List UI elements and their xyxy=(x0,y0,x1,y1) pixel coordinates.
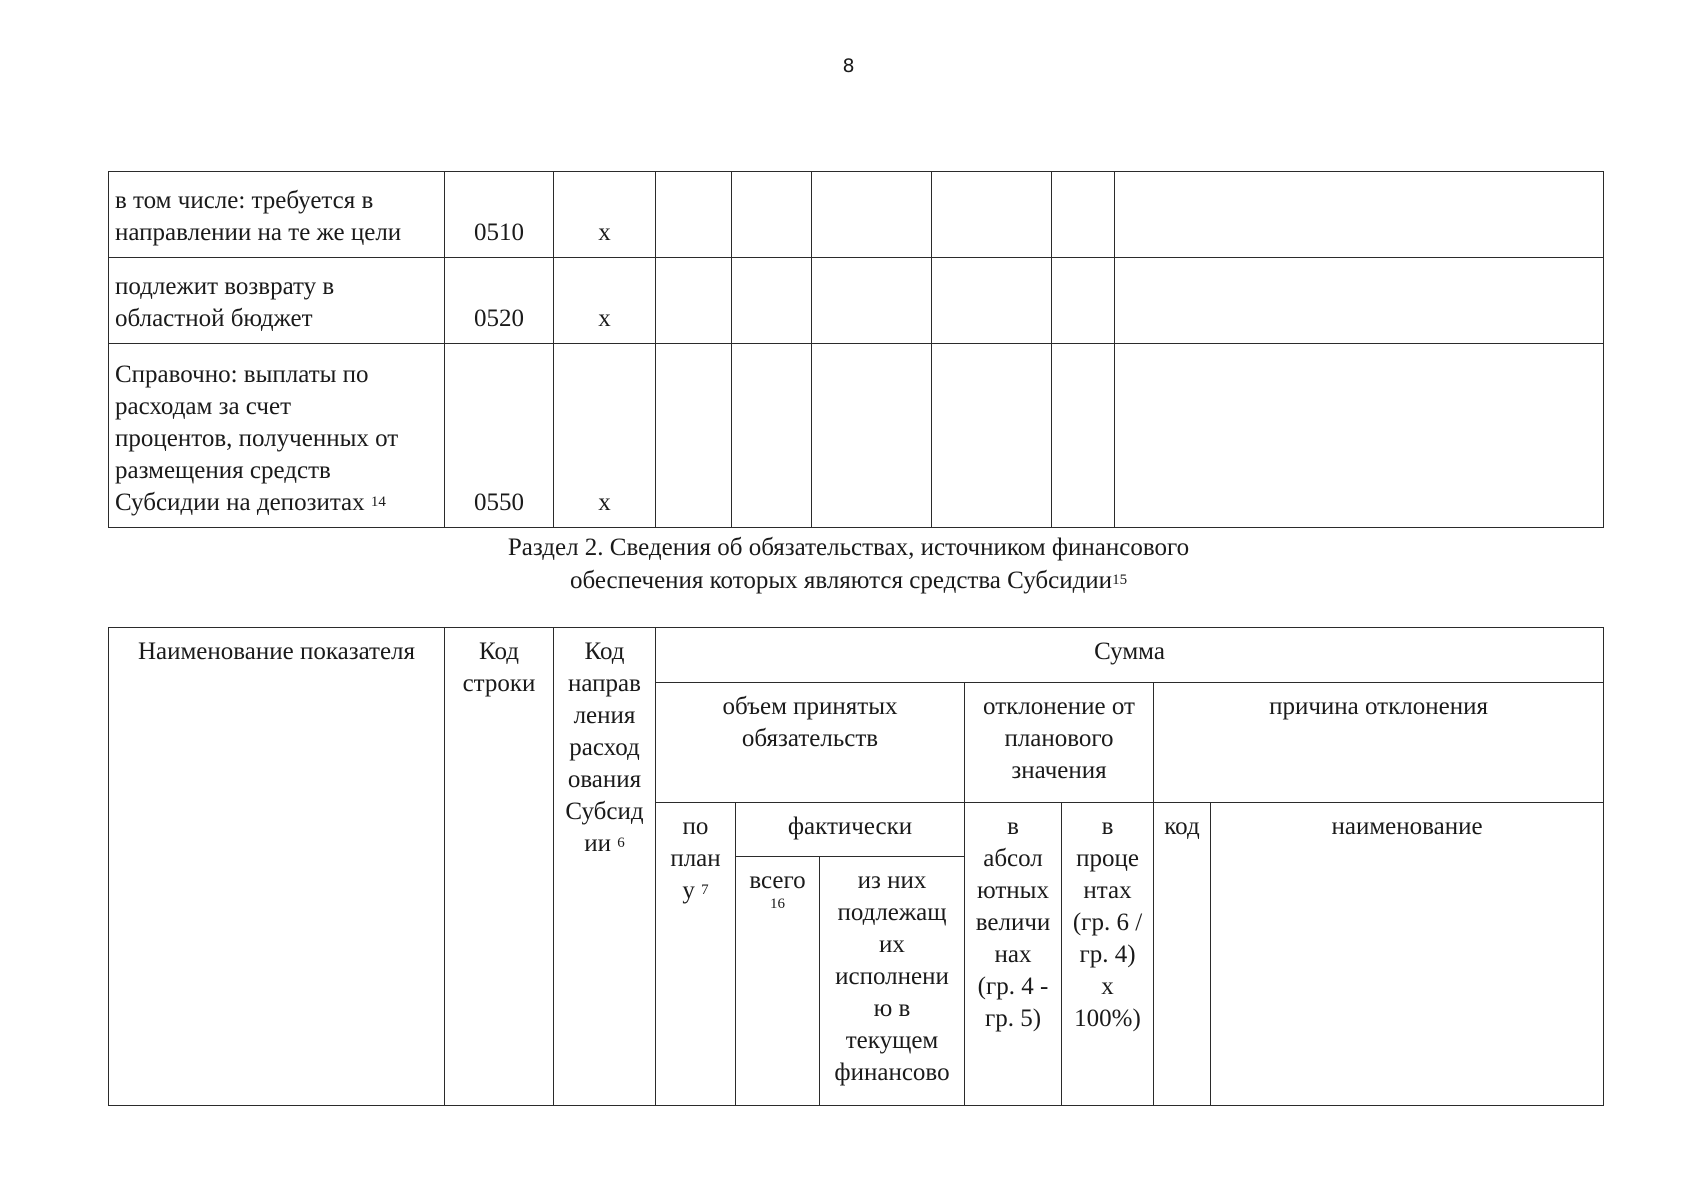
direction-code-cell: x xyxy=(554,258,656,344)
empty-cell xyxy=(1052,344,1115,528)
direction-code-cell: x xyxy=(554,344,656,528)
empty-cell xyxy=(656,344,732,528)
indicator-name-cell: Справочно: выплаты по расходам за счет процентов, полученных от размещения средств Субсидии на депозитах $^{14}$ xyxy=(109,344,445,528)
empty-cell xyxy=(932,172,1052,258)
footnote-marker: 16 xyxy=(770,896,785,912)
empty-cell xyxy=(732,258,812,344)
header-absolute: в абсол ютных величи нах (гр. 4 - гр. 5) xyxy=(965,803,1062,1106)
header-deviation: отклонение от планового значения xyxy=(965,683,1154,803)
row-code-cell: 0510 xyxy=(445,172,554,258)
header-reason-name: наименование xyxy=(1211,803,1604,1106)
header-deviation-reason: причина отклонения xyxy=(1154,683,1604,803)
empty-cell xyxy=(1115,344,1604,528)
empty-cell xyxy=(1115,258,1604,344)
row-code-cell: 0520 xyxy=(445,258,554,344)
balance-table-continuation xyxy=(108,171,1604,528)
empty-cell xyxy=(932,258,1052,344)
indicator-name-cell: подлежит возврату в областной бюджет xyxy=(109,258,445,344)
header-row xyxy=(109,628,1604,683)
header-of-which: из них подлежащ их исполнени ю в текущем финансово xyxy=(820,857,965,1106)
footnote-marker: 6 xyxy=(617,835,625,851)
empty-cell xyxy=(1052,258,1115,344)
empty-cell xyxy=(656,172,732,258)
header-reason-code: код xyxy=(1154,803,1211,1106)
header-accepted-obligations: объем принятых обязательств xyxy=(656,683,965,803)
page-number: 8 xyxy=(842,55,855,77)
row-code-cell: 0550 xyxy=(445,344,554,528)
header-percent: в проце нтах (гр. 6 / гр. 4) x 100%) xyxy=(1062,803,1154,1106)
section-title: Раздел 2. Сведения об обязательствах, источником финансового обеспечения которых являются средства Субсидии$^{15}$ xyxy=(507,534,1190,594)
footnote-marker: 7 xyxy=(701,882,709,898)
empty-cell xyxy=(732,344,812,528)
indicator-name-cell: в том числе: требуется в направлении на те же цели xyxy=(109,172,445,258)
header-total: всего 16 xyxy=(736,857,820,1106)
empty-cell xyxy=(1115,172,1604,258)
empty-cell xyxy=(812,258,932,344)
empty-cell xyxy=(732,172,812,258)
empty-cell xyxy=(932,344,1052,528)
footnote-marker: 15 xyxy=(1112,572,1128,588)
header-direction-code: Код направ ления расход ования Субсид ии $^6$ xyxy=(554,628,656,1106)
table-row xyxy=(109,344,1604,528)
footnote-marker: 14 xyxy=(370,494,386,510)
header-sum: Сумма xyxy=(656,628,1604,683)
empty-cell xyxy=(1052,172,1115,258)
empty-cell xyxy=(812,172,932,258)
table-row xyxy=(109,258,1604,344)
obligations-table xyxy=(108,627,1604,1106)
empty-cell xyxy=(812,344,932,528)
header-indicator-name: Наименование показателя xyxy=(109,628,445,1106)
header-by-plan: по план у $^7$ xyxy=(656,803,736,1106)
direction-code-cell: x xyxy=(554,172,656,258)
header-row-code: Код строки xyxy=(445,628,554,1106)
table-row xyxy=(109,172,1604,258)
header-actual: фактически xyxy=(736,803,965,857)
empty-cell xyxy=(656,258,732,344)
